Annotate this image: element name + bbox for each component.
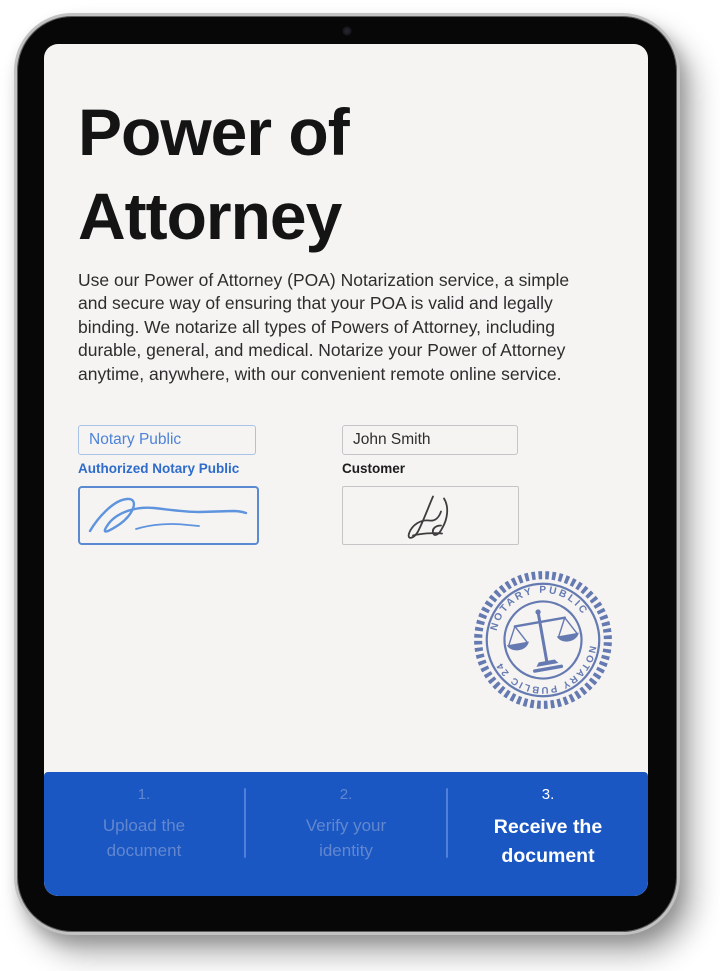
intro-line: binding. We notarize all types of Powers of Attorney, including (78, 316, 555, 337)
page-title (78, 90, 349, 258)
intro-paragraph (78, 269, 569, 386)
front-camera-icon (343, 27, 351, 35)
intro-line: Use our Power of Attorney (POA) Notarization service, a simple (78, 270, 570, 290)
notary-seal-stamp (455, 552, 631, 728)
step-label: Receive the document (493, 816, 603, 867)
notary-name-input[interactable] (78, 425, 256, 455)
tablet-screen (44, 44, 648, 896)
tablet-frame (14, 13, 680, 935)
intro-line: and secure way of ensuring that your POA is valid and legally (78, 293, 553, 314)
step-label: Upload the document (102, 816, 186, 860)
customer-name-input[interactable] (342, 425, 518, 455)
intro-line: anytime, anywhere, with our convenient remote online service. (78, 363, 562, 384)
page-title-line2: Attorney (78, 179, 342, 253)
step-number: 2. (339, 786, 353, 803)
page-title-line1: Power of (78, 95, 349, 169)
notary-signature-icon (80, 488, 257, 543)
seal-bottom-text: NOTARY PUBLIC 24 (493, 644, 598, 696)
intro-line: durable, general, and medical. Notarize your Power of Attorney (78, 340, 566, 361)
progress-steps (44, 772, 648, 896)
step-number: 1. (137, 786, 151, 803)
notary-role-label: Authorized Notary Public (78, 461, 240, 476)
step-receive-document[interactable] (448, 772, 648, 896)
step-verify-identity[interactable] (246, 772, 446, 896)
customer-signature-box[interactable] (342, 486, 519, 545)
customer-role-label: Customer (342, 461, 406, 476)
step-upload-document[interactable] (44, 772, 244, 896)
notary-signature-box[interactable] (78, 486, 259, 545)
customer-signature-icon (343, 487, 518, 544)
step-label: Verify your identity (305, 816, 387, 860)
seal-top-text: NOTARY PUBLIC (488, 584, 591, 633)
step-number: 3. (541, 786, 555, 803)
